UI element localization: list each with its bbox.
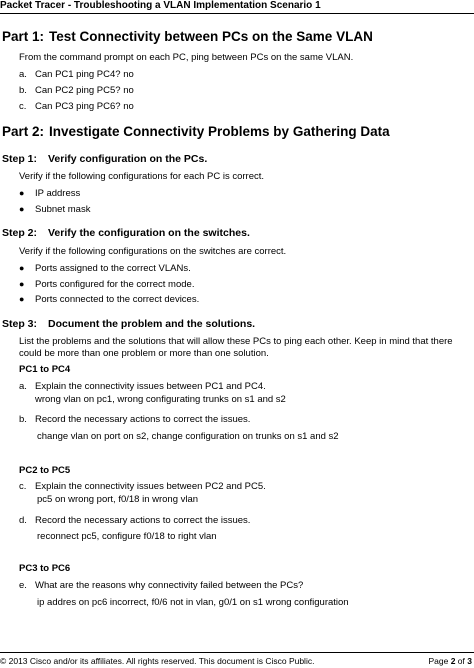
bullet-icon: ● (19, 204, 25, 214)
part1-intro: From the command prompt on each PC, ping between PCs on the same VLAN. (19, 52, 354, 63)
part1-number: Part 1: (2, 29, 45, 44)
page-header (0, 0, 474, 14)
answer: change vlan on port on s2, change configuration on trunks on s1 and s2 (37, 431, 339, 442)
part1-title: Test Connectivity between PCs on the Same VLAN (49, 29, 373, 44)
question: d. Record the necessary actions to correct the issues. (19, 515, 251, 526)
part2-title: Investigate Connectivity Problems by Gathering Data (49, 124, 390, 139)
question: c. Explain the connectivity issues between PC2 and PC5. (19, 481, 266, 492)
step3-intro: List the problems and the solutions that will allow these PCs to ping each other. Keep in mind that there could be more than one problem or more than one solution. (19, 336, 453, 359)
group-heading: PC3 to PC6 (19, 563, 71, 574)
step1-bullet: ● IP address (19, 188, 81, 199)
step1-intro: Verify if the following configurations for each PC is correct. (19, 171, 265, 182)
answer: ip addres on pc6 incorrect, f0/6 not in vlan, g0/1 on s1 wrong configuration (37, 597, 349, 608)
header-rule (0, 13, 474, 14)
step3-heading: Step 3: Document the problem and the solutions. (2, 318, 256, 330)
answer: reconnect pc5, configure f0/18 to right vlan (37, 531, 217, 542)
part1-item-c: c. Can PC3 ping PC6? no (19, 101, 134, 112)
page-footer (0, 655, 474, 667)
header-title: Packet Tracer - Troubleshooting a VLAN Implementation Scenario 1 (0, 0, 321, 11)
question: b. Record the necessary actions to correct the issues. (19, 414, 251, 425)
question: a. Explain the connectivity issues between PC1 and PC4. (19, 381, 266, 392)
page-number: Page 2 of 3 (428, 656, 472, 666)
step1-bullet: ● Subnet mask (19, 204, 91, 215)
answer: pc5 on wrong port, f0/18 in wrong vlan (37, 494, 199, 505)
group-heading: PC2 to PC5 (19, 465, 71, 476)
step2-bullet: ● Ports connected to the correct devices. (19, 294, 200, 305)
footer-copyright: © 2013 Cisco and/or its affiliates. All rights reserved. This document is Cisco Public. (0, 656, 315, 666)
bullet-icon: ● (19, 263, 25, 273)
step1-heading: Step 1: Verify configuration on the PCs. (2, 153, 208, 165)
step2-bullet: ● Ports configured for the correct mode. (19, 279, 195, 290)
part1-item-a: a. Can PC1 ping PC4? no (19, 69, 134, 80)
bullet-icon: ● (19, 188, 25, 198)
answer: wrong vlan on pc1, wrong configurating trunks on s1 and s2 (35, 394, 286, 405)
bullet-icon: ● (19, 279, 25, 289)
step2-heading: Step 2: Verify the configuration on the switches. (2, 227, 250, 239)
bullet-icon: ● (19, 294, 25, 304)
part2-number: Part 2: (2, 124, 45, 139)
footer-rule (0, 652, 474, 653)
step2-bullet: ● Ports assigned to the correct VLANs. (19, 263, 191, 274)
group-heading: PC1 to PC4 (19, 364, 71, 375)
question: e. What are the reasons why connectivity failed between the PCs? (19, 580, 304, 591)
part2-heading (2, 124, 390, 139)
part1-heading (2, 29, 373, 44)
part1-item-b: b. Can PC2 ping PC5? no (19, 85, 134, 96)
step2-intro: Verify if the following configurations on the switches are correct. (19, 246, 287, 257)
